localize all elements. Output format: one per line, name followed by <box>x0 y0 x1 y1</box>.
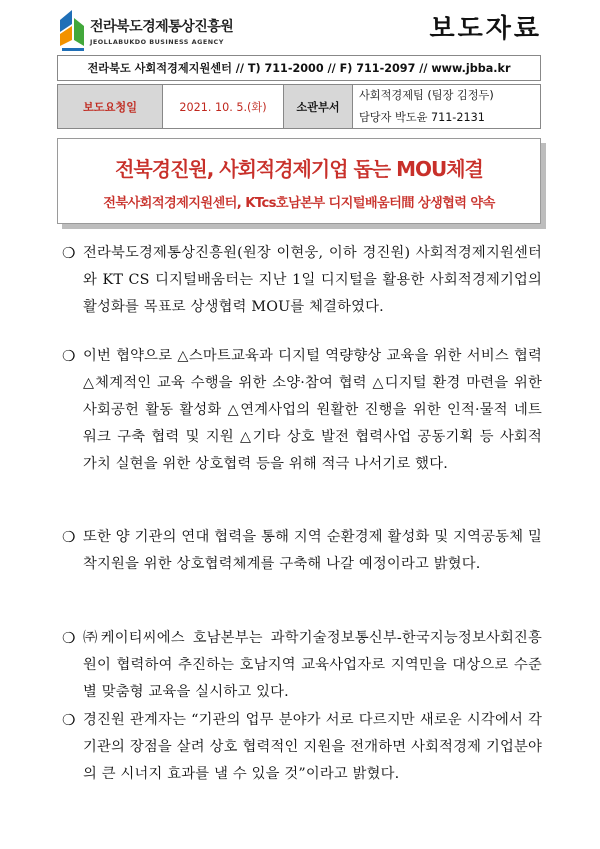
agency-logo <box>58 8 298 52</box>
org-name: 전라북도경제통상진흥원 <box>90 19 234 35</box>
contact-bar: 전라북도 사회적경제지원센터 // T) 711-2000 // F) 711-2097 // www.jbba.kr <box>57 55 541 81</box>
paragraph <box>62 625 542 706</box>
headline-main: 전북경진원, 사회적경제기업 돕는 MOU체결 <box>115 157 483 181</box>
paragraph <box>62 524 542 578</box>
paragraph <box>62 343 542 478</box>
request-date-label: 보도요청일 <box>58 85 163 129</box>
bullet-circle-icon: ❍ <box>62 347 76 365</box>
department-label: 소관부서 <box>284 85 353 129</box>
department-team: 사회적경제팀 (팀장 김정두) <box>353 85 541 107</box>
department-contact: 담당자 박도윤 711-2131 <box>353 107 541 129</box>
bullet-circle-icon: ❍ <box>62 244 76 262</box>
agency-logo-icon <box>58 8 86 52</box>
release-info-table <box>57 84 541 129</box>
press-release-title: 보도자료 <box>429 14 542 44</box>
paragraph-text: ㈜케이티씨에스 호남본부는 과학기술정보통신부-한국지능정보사회진흥원이 협력하여 추진하는 호남지역 교육사업자로 지역민을 대상으로 수준별 맞춤형 교육을 실시하고 있다. <box>83 630 542 700</box>
headline-box <box>57 138 541 224</box>
request-date: 2021. 10. 5.(화) <box>163 85 284 129</box>
bullet-circle-icon: ❍ <box>62 528 76 546</box>
paragraph-text: 또한 양 기관의 연대 협력을 통해 지역 순환경제 활성화 및 지역공동체 밀착지원을 위한 상호협력체계를 구축해 나갈 예정이라고 밝혔다. <box>83 529 542 572</box>
paragraph <box>62 707 542 788</box>
headline-sub: 전북사회적경제지원센터, KTcs호남본부 디지털배움터間 상생협력 약속 <box>103 196 495 211</box>
bullet-circle-icon: ❍ <box>62 629 76 647</box>
paragraph <box>62 240 542 321</box>
org-name-english: JEOLLABUKDO BUSINESS AGENCY <box>90 38 224 46</box>
paragraph-text: 경진원 관계자는 “기관의 업무 분야가 서로 다르지만 새로운 시각에서 각 기관의 장점을 살려 상호 협력적인 지원을 전개하면 사회적경제 기업분야의 큰 시너지 효과를 낼 수 있을 것”이라고 밝혔다. <box>83 712 542 782</box>
paragraph-text: 이번 협약으로 △스마트교육과 디지털 역량향상 교육을 위한 서비스 협력 △체계적인 교육 수행을 위한 소양·참여 협력 △디지털 환경 마련을 위한 사회공헌 활동 활성화 △연계사업의 원활한 진행을 위한 인적·물적 네트워크 구축 협력 및 지원 △기타 상호 발전 협력사업 공동기획 등 사회적 가치 실현을 위한 상호협력 등을 위해 적극 나서기로 했다. <box>83 348 542 472</box>
paragraph-text: 전라북도경제통상진흥원(원장 이현웅, 이하 경진원) 사회적경제지원센터와 KT CS 디지털배움터는 지난 1일 디지털을 활용한 사회적경제기업의 활성화를 목표로 상생협력 MOU를 체결하였다. <box>83 245 542 315</box>
bullet-circle-icon: ❍ <box>62 711 76 729</box>
